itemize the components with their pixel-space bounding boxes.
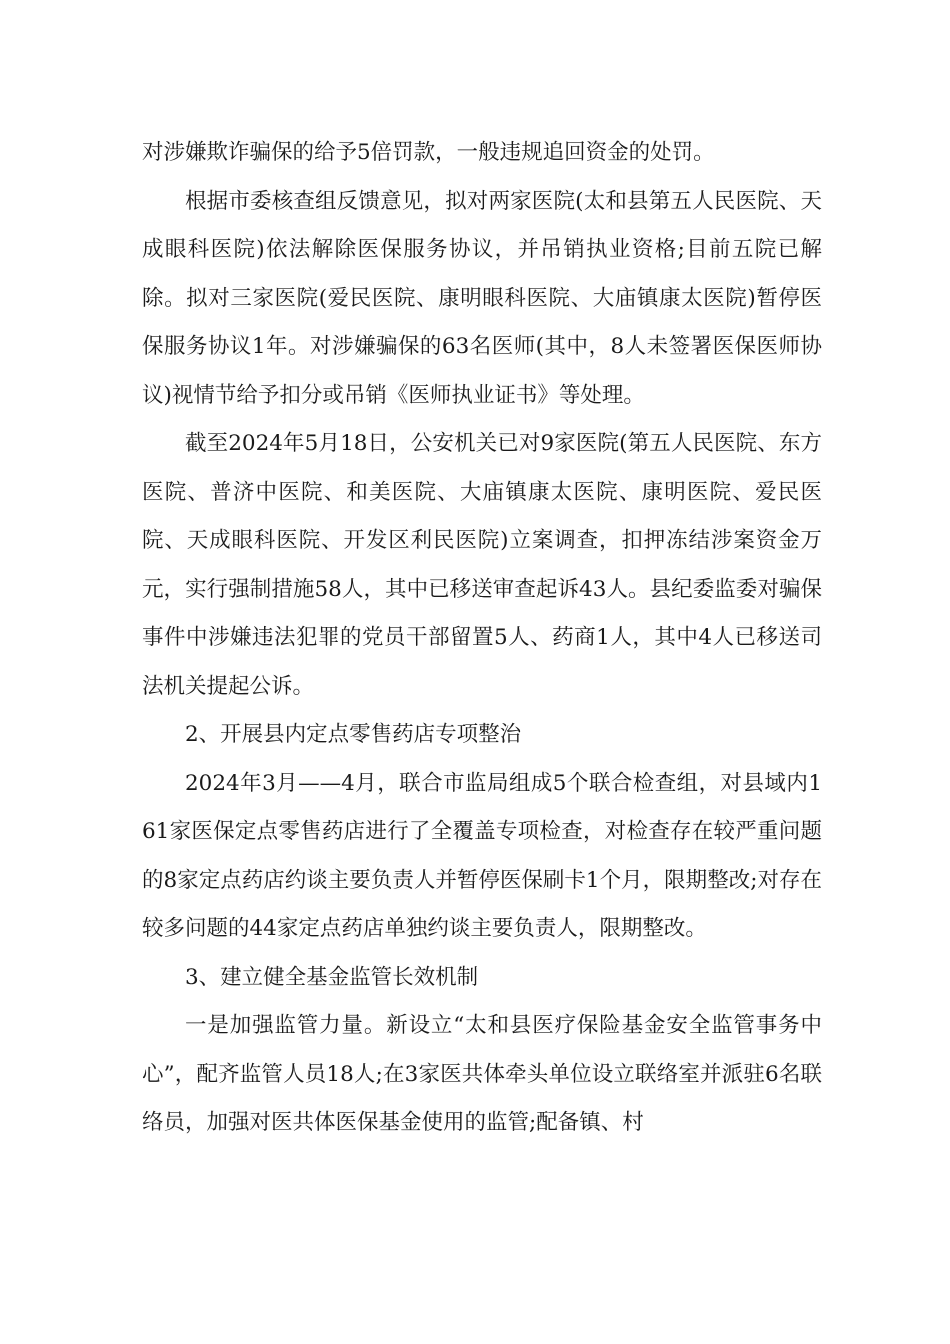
paragraph-pharmacy-inspection: 2024年3月——4月，联合市监局组成5个联合检查组，对县域内161家医保定点零售药店进行了全覆盖专项检查，对检查存在较严重问题的8家定点药店约谈主要负责人并暂停医保刷卡1个月，限期整改;对存在较多问题的44家定点药店单独约谈主要负责人，限期整改。 — [142, 770, 822, 941]
document-body — [142, 129, 822, 1148]
paragraph-police-investigation: 截至2024年5月18日，公安机关已对9家医院(第五人民医院、东方医院、普济中医院、和美医院、大庙镇康太医院、康明医院、爱民医院、天成眼科医院、开发区利民医院)立案调查，扣押冻结涉案资金万元，实行强制措施58人，其中已移送审查起诉43人。县纪委监委对骗保事件中涉嫌违法犯罪的党员干部留置5人、药商1人，其中4人已移送司法机关提起公诉。 — [142, 431, 822, 699]
section-heading-fund-supervision: 3、建立健全基金监管长效机制 — [185, 964, 479, 990]
section-heading-pharmacy-rectification: 2、开展县内定点零售药店专项整治 — [185, 722, 522, 747]
paragraph-hospital-agreements: 根据市委核查组反馈意见，拟对两家医院(太和县第五人民医院、天成眼科医院)依法解除医保服务协议，并吊销执业资格;目前五院已解除。拟对三家医院(爱民医院、康明眼科医院、大庙镇康太医院)暂停医保服务协议1年。对涉嫌骗保的63名医师(其中，8人未签署医保医师协议)视情节给予扣分或吊销《医师执业证书》等处理。 — [142, 188, 822, 408]
paragraph-supervision-strength: 一是加强监管力量。新设立“太和县医疗保险基金安全监管事务中心”，配齐监管人员18人;在3家医共体牵头单位设立联络室并派驻6名联络员，加强对医共体医保基金使用的监管;配备镇、村 — [142, 1013, 822, 1135]
paragraph-penalty-intro: 对涉嫌欺诈骗保的给予5倍罚款，一般违规追回资金的处罚。 — [142, 140, 715, 165]
